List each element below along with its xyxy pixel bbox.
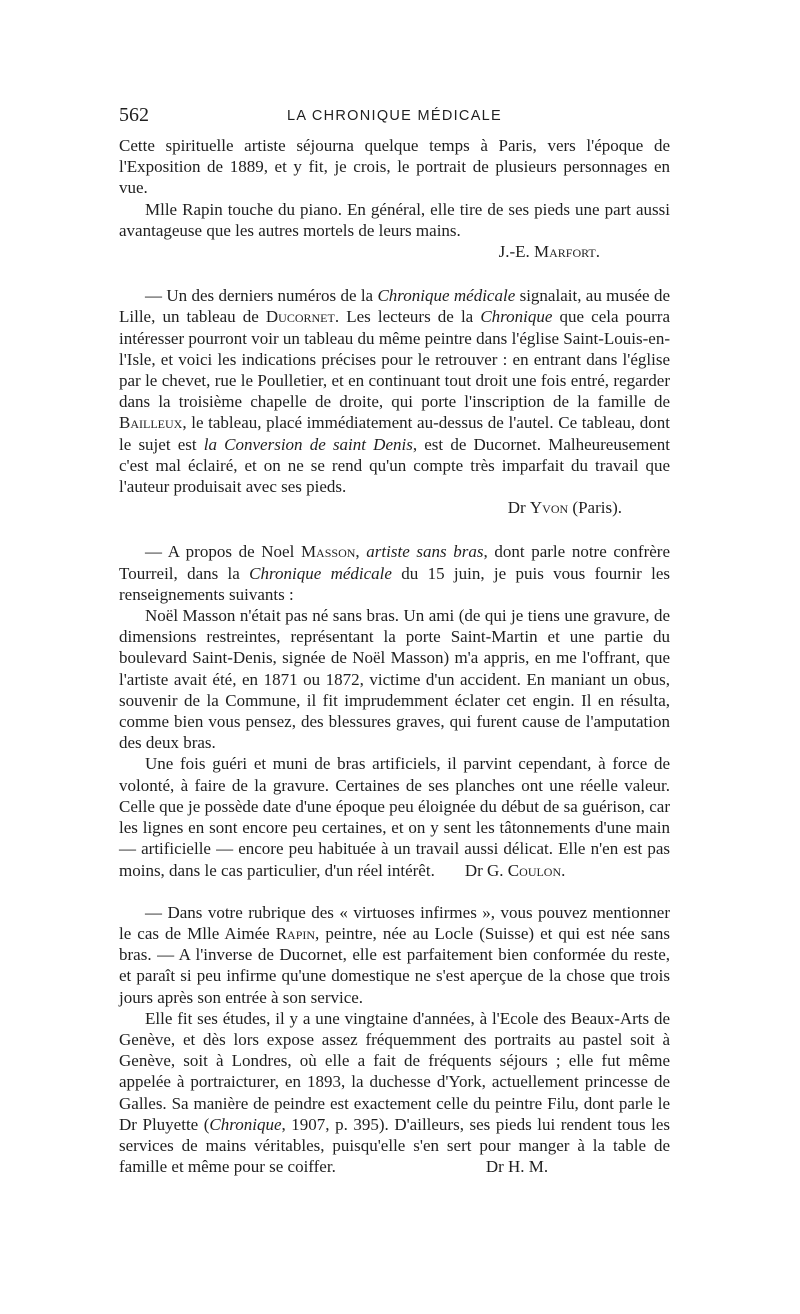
paragraph-text: Pluyette ( [136, 1114, 210, 1134]
paragraph [119, 605, 670, 753]
signature-name: Yvon [529, 498, 569, 518]
paragraph-text: Noël Masson n'était pas né sans bras. Un ami (de qui je tiens une gravure, de dimensions restreintes, représentant la porte Saint-Martin et une partie du boulevard Saint-Denis, signée de Noël Masson) m'a appris, en me l'offrant, que l'artiste avait été, en 1871 ou 1872, victime d'un accident. En maniant un obus, souvenir de la Commune, il fit imprudemment éclater cet engin. Il en résulta, comme bien vous pensez, des blessures graves, qui furent cause de l'amputation des deux bras. [119, 606, 670, 753]
emphasis: artiste sans bras [366, 542, 484, 562]
page-body [119, 135, 670, 1177]
paragraph [119, 753, 670, 880]
paragraph-text: Rapin touche du piano. En général, elle tire de ses pieds une part aussi avantageuse que les autres mortels de leurs mains. [119, 199, 671, 240]
section-gap [119, 881, 670, 902]
paragraph-text: , peintre, née au Locle (Suisse) et qui est née sans bras. — A l'inverse de Ducornet, elle est parfaitement bien conformée du reste, et paraît si peu infirme qu'une domestique ne s'est aperçue de la chose que trois jours après son entrée à son service. [119, 923, 670, 1007]
paragraph [119, 135, 670, 199]
page-number: 562 [119, 104, 149, 126]
paragraph-text: Aimée [219, 923, 276, 943]
journal-title: Chronique médicale [249, 563, 392, 583]
signature-name: H. M. [508, 1157, 549, 1177]
family-name: Bailleux [119, 413, 183, 433]
paragraph-text: , le tableau, placé immédiatement au-dessus de l'autel. Ce tableau, dont le sujet est [119, 413, 670, 454]
title-abbreviation: Mlle [187, 923, 220, 943]
signature-name: G. Coulon. [487, 860, 566, 880]
journal-title: Chronique [480, 307, 553, 327]
person-name: Rapin [275, 923, 316, 943]
paragraph [119, 902, 670, 1008]
paragraph-text: , [355, 542, 367, 562]
paragraph [119, 285, 670, 497]
journal-title: Chronique [209, 1114, 282, 1134]
paragraph-text: , 1907, p. 395). D'ailleurs, ses pieds lui rendent tous les services de mains véritables, puisqu'elle s'en sert pour manger à la table de famille et même pour se coiffer. [119, 1114, 670, 1177]
signature-place: (Paris). [572, 498, 622, 518]
signature [486, 1157, 548, 1176]
section-gap [119, 518, 670, 541]
running-title: LA CHRONIQUE MÉDICALE [286, 108, 503, 124]
paragraph-text: du 15 juin, je puis vous fournir les renseignements suivants : [119, 563, 670, 604]
title-abbreviation: Mlle [145, 199, 178, 219]
paragraph-text: — Dans votre rubrique des « virtuoses infirmes », vous pouvez mentionner le cas de [119, 902, 670, 943]
paragraph-text: . Les lecteurs de la [334, 307, 481, 327]
paragraph-text: — Un des derniers numéros de la [145, 286, 378, 306]
journal-title: Chronique médicale [377, 286, 516, 306]
signature [119, 497, 622, 518]
person-name: Masson [300, 542, 356, 562]
signature [465, 861, 566, 880]
painting-title: la Conversion de saint Denis [203, 434, 413, 454]
paragraph-text: — A propos de Noel [145, 542, 301, 562]
paragraph-text: signalait, au musée de Lille, un tableau de [119, 286, 670, 327]
paragraph-text: que cela pourra intéresser pourront voir un tableau du même peintre dans l'église Saint-Louis-en-l'Isle, et voici les indications précises pour le retrouver : en entrant dans l'église par le chevet, rue le Poulletier, et en continuant tout droit une fois entré, regarder dans la troisième chapelle de droite, qui porte l'inscription de la famille de [119, 307, 670, 412]
title-abbreviation: Dr [507, 498, 526, 518]
paragraph-text: , dont parle notre confrère Tourreil, dans la [119, 542, 671, 583]
paragraph-text: Cette spirituelle artiste séjourna quelque temps à Paris, vers l'époque de l'Exposition de 1889, et y fit, je crois, le portrait de plusieurs personnages en vue. [119, 136, 670, 198]
person-name: Ducornet [265, 307, 335, 327]
paragraph [119, 199, 670, 241]
paragraph [119, 1008, 670, 1178]
paragraph-text: Elle fit ses études, il y a une vingtaine d'années, à l'Ecole des Beaux-Arts de Genève, et dès lors expose assez fréquemment des portraits au pastel soit à Genève, soit à Londres, où elle a fait de fréquents séjours ; elle fut même appelée à portraicturer, en 1893, la duchesse d'York, actuellement princesse de Galles. Sa manière de peindre est exactement celle du peintre Filu, dont parle le [119, 1008, 670, 1113]
title-abbreviation: Dr [464, 860, 483, 880]
signature: J.-E. Marfort. [498, 242, 600, 262]
title-abbreviation: Dr [485, 1157, 504, 1177]
title-abbreviation: Dr [119, 1114, 137, 1134]
paragraph-text: , est de Ducornet. Malheureusement c'est mal éclairé, et on ne se rend qu'un compte très imparfait du travail que l'auteur produisait avec ses pieds. [119, 434, 670, 497]
paragraph-text: Une fois guéri et muni de bras artificiels, il parvint cependant, à force de volonté, à faire de la gravure. Certaines de ses planches ont une réelle valeur. Celle que je possède date d'une époque peu éloignée du début de sa guérison, car les lignes en sont encore peu certaines, et on y sent les tâtonnements d'une main — artificielle — encore peu habituée à un travail aussi délicat. Elle n'en est pas moins, dans le cas particulier, d'un réel intérêt. [119, 754, 670, 880]
paragraph [119, 541, 670, 605]
page-header [119, 104, 670, 130]
section-gap [119, 262, 670, 285]
